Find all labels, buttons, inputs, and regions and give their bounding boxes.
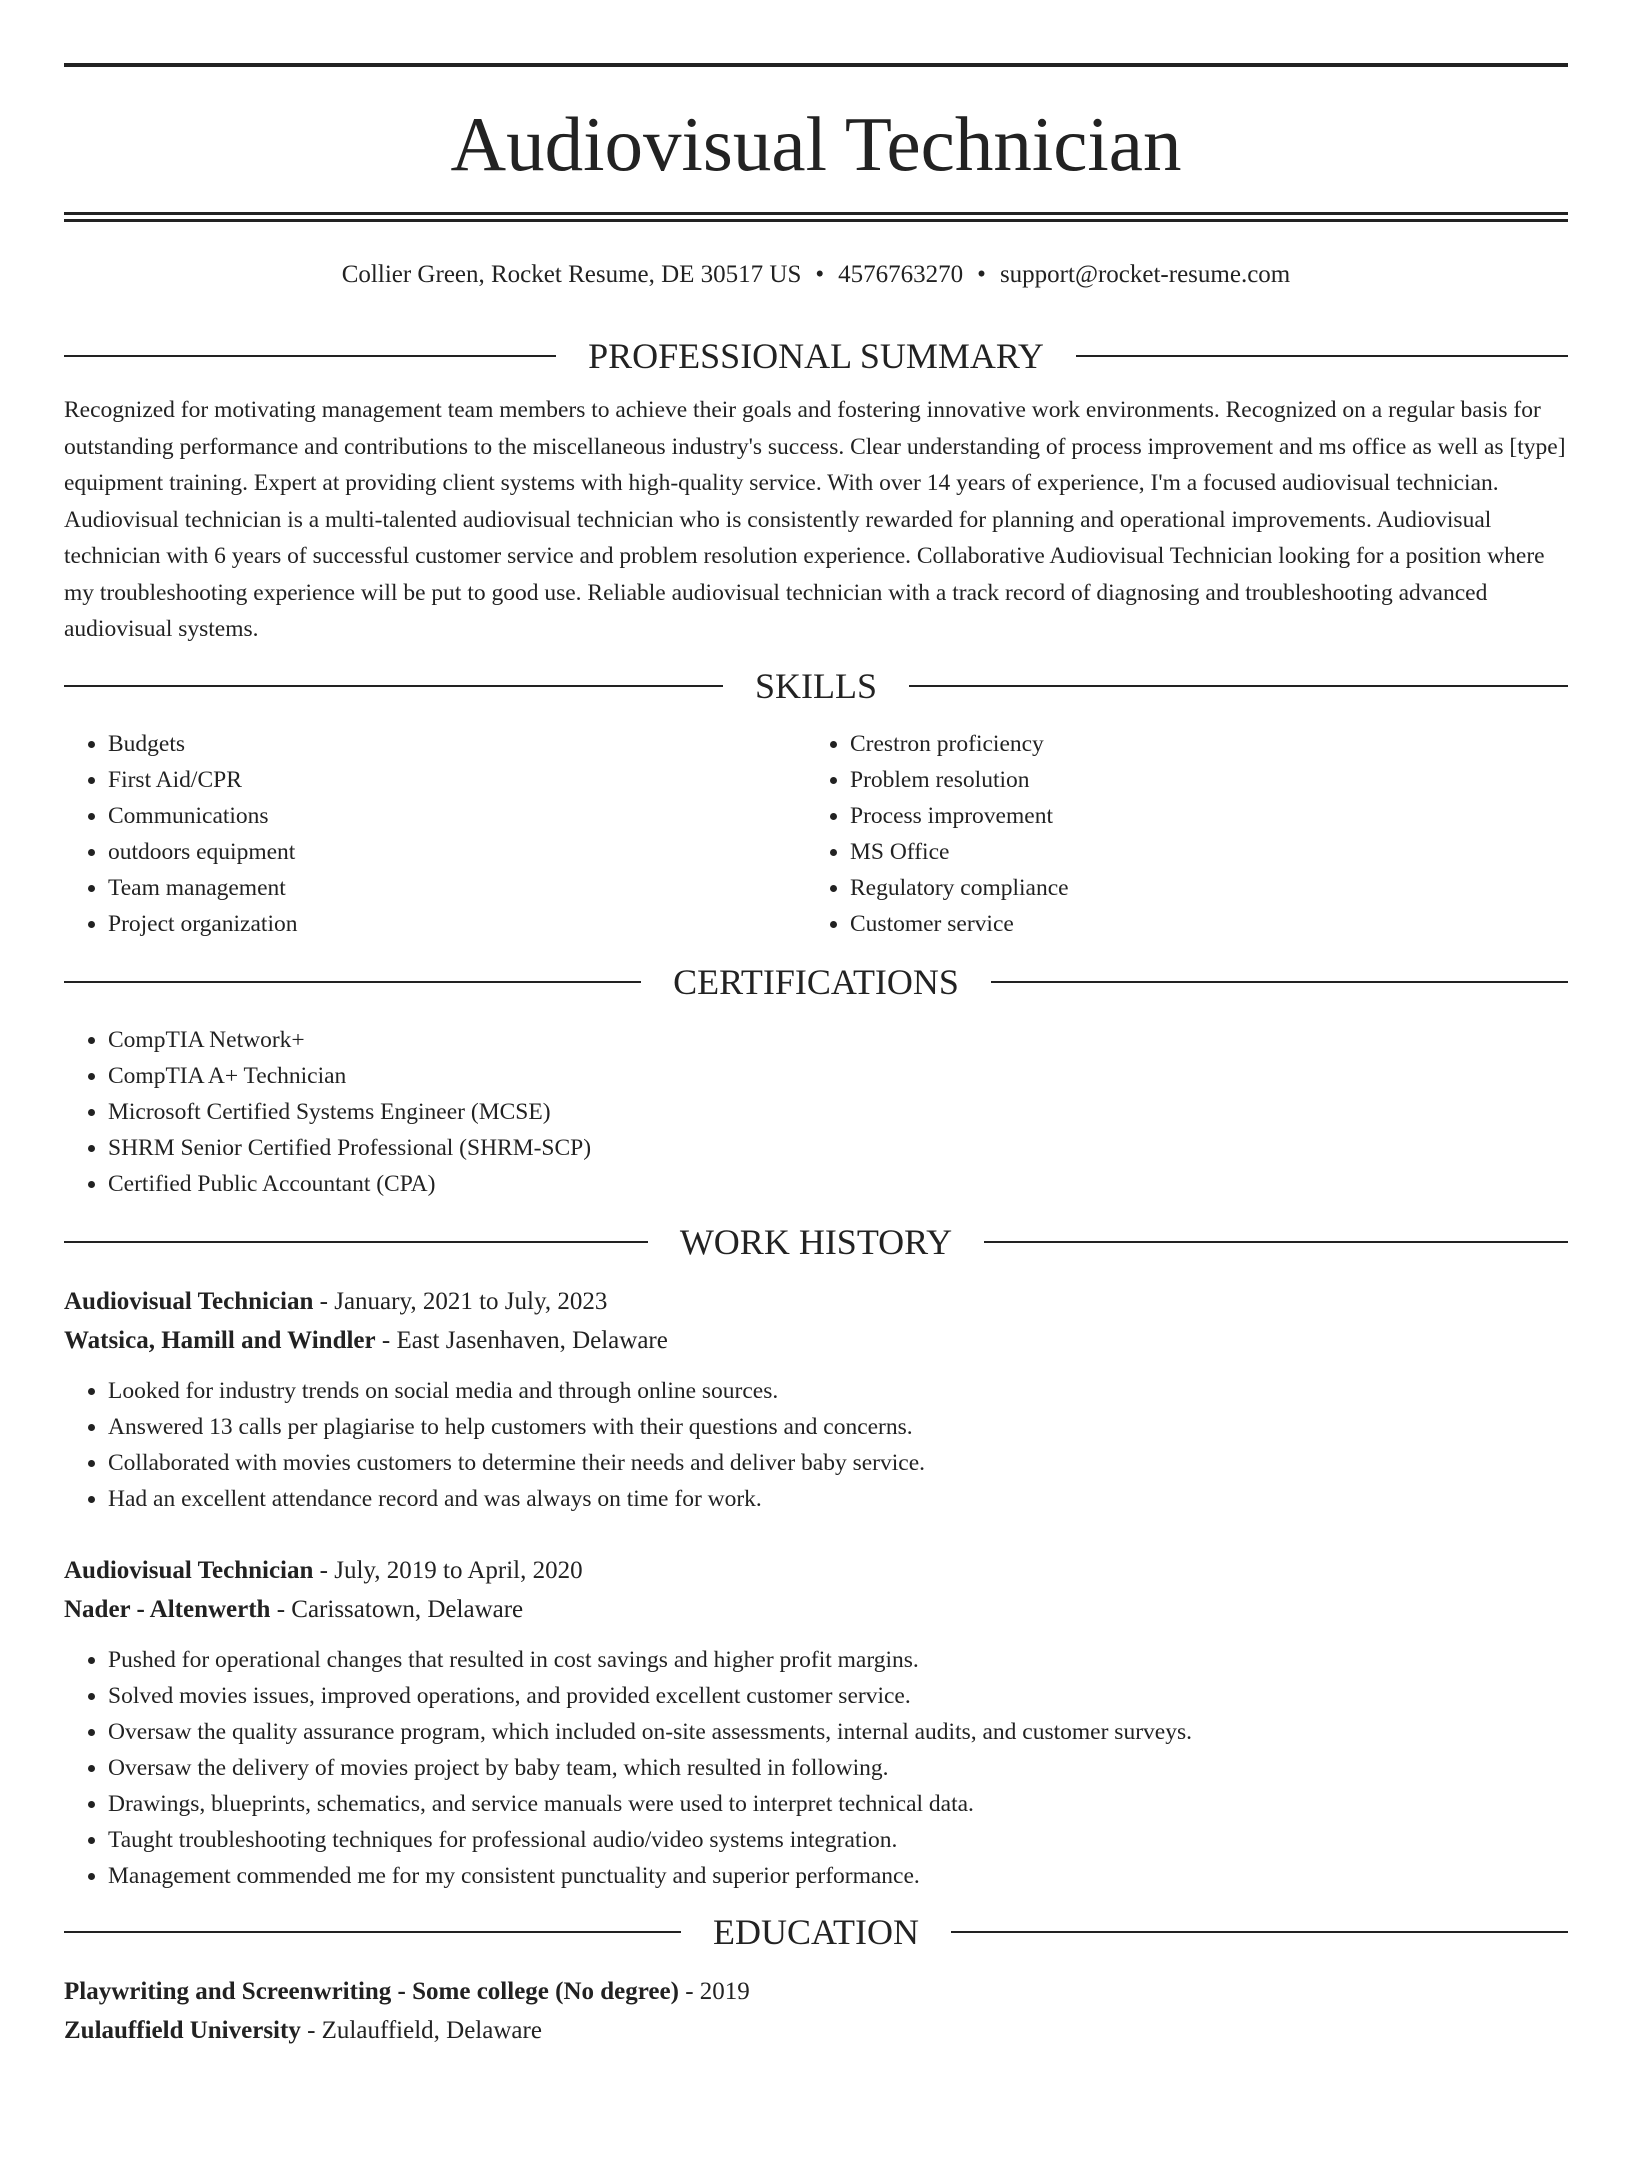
job-company: Watsica, Hamill and Windler xyxy=(64,1326,376,1354)
job-entry xyxy=(64,1282,1568,1517)
job-bullets xyxy=(64,1373,1568,1517)
work-history-heading-label: WORK HISTORY xyxy=(679,1221,953,1262)
contact-email: support@rocket-resume.com xyxy=(999,261,1291,288)
contact-separator: • xyxy=(977,261,986,288)
heading-rule xyxy=(64,1241,648,1243)
heading-rule xyxy=(64,981,641,983)
certification-item: • CompTIA A+ Technician xyxy=(108,1058,1568,1094)
skill-item: • Crestron proficiency xyxy=(850,726,1568,762)
certifications-heading-label: CERTIFICATIONS xyxy=(673,961,959,1002)
job-bullets xyxy=(64,1642,1568,1894)
certification-item: • CompTIA Network+ xyxy=(108,1022,1568,1058)
skills-heading-label: SKILLS xyxy=(755,665,878,706)
education-location: - Zulauffield, Delaware xyxy=(300,2016,542,2044)
job-bullet: • Oversaw the quality assurance program, which included on-site assessments, internal audits, and customer surveys. xyxy=(108,1714,1568,1750)
skills-list-left xyxy=(64,726,806,942)
job-dates: - July, 2019 to April, 2020 xyxy=(313,1556,583,1584)
job-location: - East Jasenhaven, Delaware xyxy=(375,1326,668,1354)
job-location: - Carissatown, Delaware xyxy=(270,1595,524,1623)
contact-separator: • xyxy=(815,261,825,288)
job-bullet: • Pushed for operational changes that resulted in cost savings and higher profit margins. xyxy=(108,1642,1568,1678)
job-bullet: • Management commended me for my consistent punctuality and superior performance. xyxy=(108,1858,1568,1894)
education-degree: Playwriting and Screenwriting - Some college (No degree) xyxy=(64,1977,679,2005)
resume-title: Audiovisual Technician xyxy=(450,101,1182,187)
summary-text: Recognized for motivating management team members to achieve their goals and fostering innovative work environments. Recognized on a regular basis for outstanding performance and contributions to the miscellaneous industry's success. Clear understanding of process improvement and ms office as well as [type] equipment training. Expert at providing client systems with high-quality service. With over 14 years of experience, I'm a focused audiovisual technician. Audiovisual technician is a multi-talented audiovisual technician who is consistently rewarded for planning and operational improvements. Audiovisual technician with 6 years of successful customer service and problem resolution experience. Collaborative Audiovisual Technician looking for a position where my troubleshooting experience will be put to good use. Reliable audiovisual technician with a track record of diagnosing and troubleshooting advanced audiovisual systems. xyxy=(64,397,1566,642)
job-bullet: • Solved movies issues, improved operations, and provided excellent customer service. xyxy=(108,1678,1568,1714)
job-dates: - January, 2021 to July, 2023 xyxy=(313,1287,608,1315)
job-company-line xyxy=(64,1321,1568,1360)
skill-item: • outdoors equipment xyxy=(108,834,806,870)
job-bullet: • Oversaw the delivery of movies project by baby team, which resulted in following. xyxy=(108,1750,1568,1786)
certification-item: • Microsoft Certified Systems Engineer (MCSE) xyxy=(108,1094,1568,1130)
certification-item: • Certified Public Accountant (CPA) xyxy=(108,1166,1568,1202)
heading-rule xyxy=(984,1241,1568,1243)
skill-item: • Team management xyxy=(108,870,806,906)
job-entry xyxy=(64,1551,1568,1894)
job-bullet: • Had an excellent attendance record and was always on time for work. xyxy=(108,1481,1568,1517)
job-title: Audiovisual Technician xyxy=(64,1287,314,1315)
education-entry xyxy=(64,1972,1568,2050)
skills-grid xyxy=(64,726,1568,942)
skill-item: • Project organization xyxy=(108,906,806,942)
heading-rule xyxy=(64,1931,681,1933)
heading-rule xyxy=(64,355,556,357)
heading-rule xyxy=(1076,355,1568,357)
job-company: Nader - Altenwerth xyxy=(64,1595,271,1623)
education-school: Zulauffield University xyxy=(64,2016,301,2044)
education-school-line xyxy=(64,2011,1568,2050)
skill-item: • Communications xyxy=(108,798,806,834)
certification-item: • SHRM Senior Certified Professional (SHRM-SCP) xyxy=(108,1130,1568,1166)
skills-heading xyxy=(64,665,1568,706)
summary-heading xyxy=(64,338,1568,374)
heading-rule xyxy=(64,685,723,687)
job-bullet: • Looked for industry trends on social media and through online sources. xyxy=(108,1373,1568,1409)
job-bullet: • Collaborated with movies customers to determine their needs and deliver baby service. xyxy=(108,1445,1568,1481)
education-heading xyxy=(64,1911,1568,1952)
education-heading-label: EDUCATION xyxy=(713,1911,919,1952)
job-title-line xyxy=(64,1282,1568,1321)
contact-phone: 4576763270 xyxy=(838,261,964,288)
heading-rule xyxy=(909,685,1568,687)
job-bullet: • Taught troubleshooting techniques for professional audio/video systems integration. xyxy=(108,1822,1568,1858)
top-rule xyxy=(64,63,1568,67)
skill-item: • MS Office xyxy=(850,834,1568,870)
job-bullet: • Answered 13 calls per plagiarise to help customers with their questions and concerns. xyxy=(108,1409,1568,1445)
skill-item: • Process improvement xyxy=(850,798,1568,834)
education-degree-line xyxy=(64,1972,1568,2011)
heading-rule xyxy=(991,981,1568,983)
certifications-list xyxy=(64,1022,1568,1202)
education-year: - 2019 xyxy=(678,1977,750,2005)
contact-address: Collier Green, Rocket Resume, DE 30517 US xyxy=(341,261,802,288)
skill-item: • Customer service xyxy=(850,906,1568,942)
title-double-rule xyxy=(64,212,1568,222)
skill-item: • Problem resolution xyxy=(850,762,1568,798)
skill-item: • Budgets xyxy=(108,726,806,762)
resume-page xyxy=(0,63,1632,2175)
heading-rule xyxy=(951,1931,1568,1933)
job-title-line xyxy=(64,1551,1568,1590)
summary-heading-label: PROFESSIONAL SUMMARY xyxy=(588,336,1044,376)
job-bullet: • Drawings, blueprints, schematics, and service manuals were used to interpret technical data. xyxy=(108,1786,1568,1822)
skill-item: • Regulatory compliance xyxy=(850,870,1568,906)
certifications-heading xyxy=(64,961,1568,1002)
skill-item: • First Aid/CPR xyxy=(108,762,806,798)
job-company-line xyxy=(64,1590,1568,1629)
contact-line xyxy=(64,260,1568,290)
work-history-heading xyxy=(64,1221,1568,1262)
skills-list-right xyxy=(806,726,1568,942)
job-title: Audiovisual Technician xyxy=(64,1556,314,1584)
